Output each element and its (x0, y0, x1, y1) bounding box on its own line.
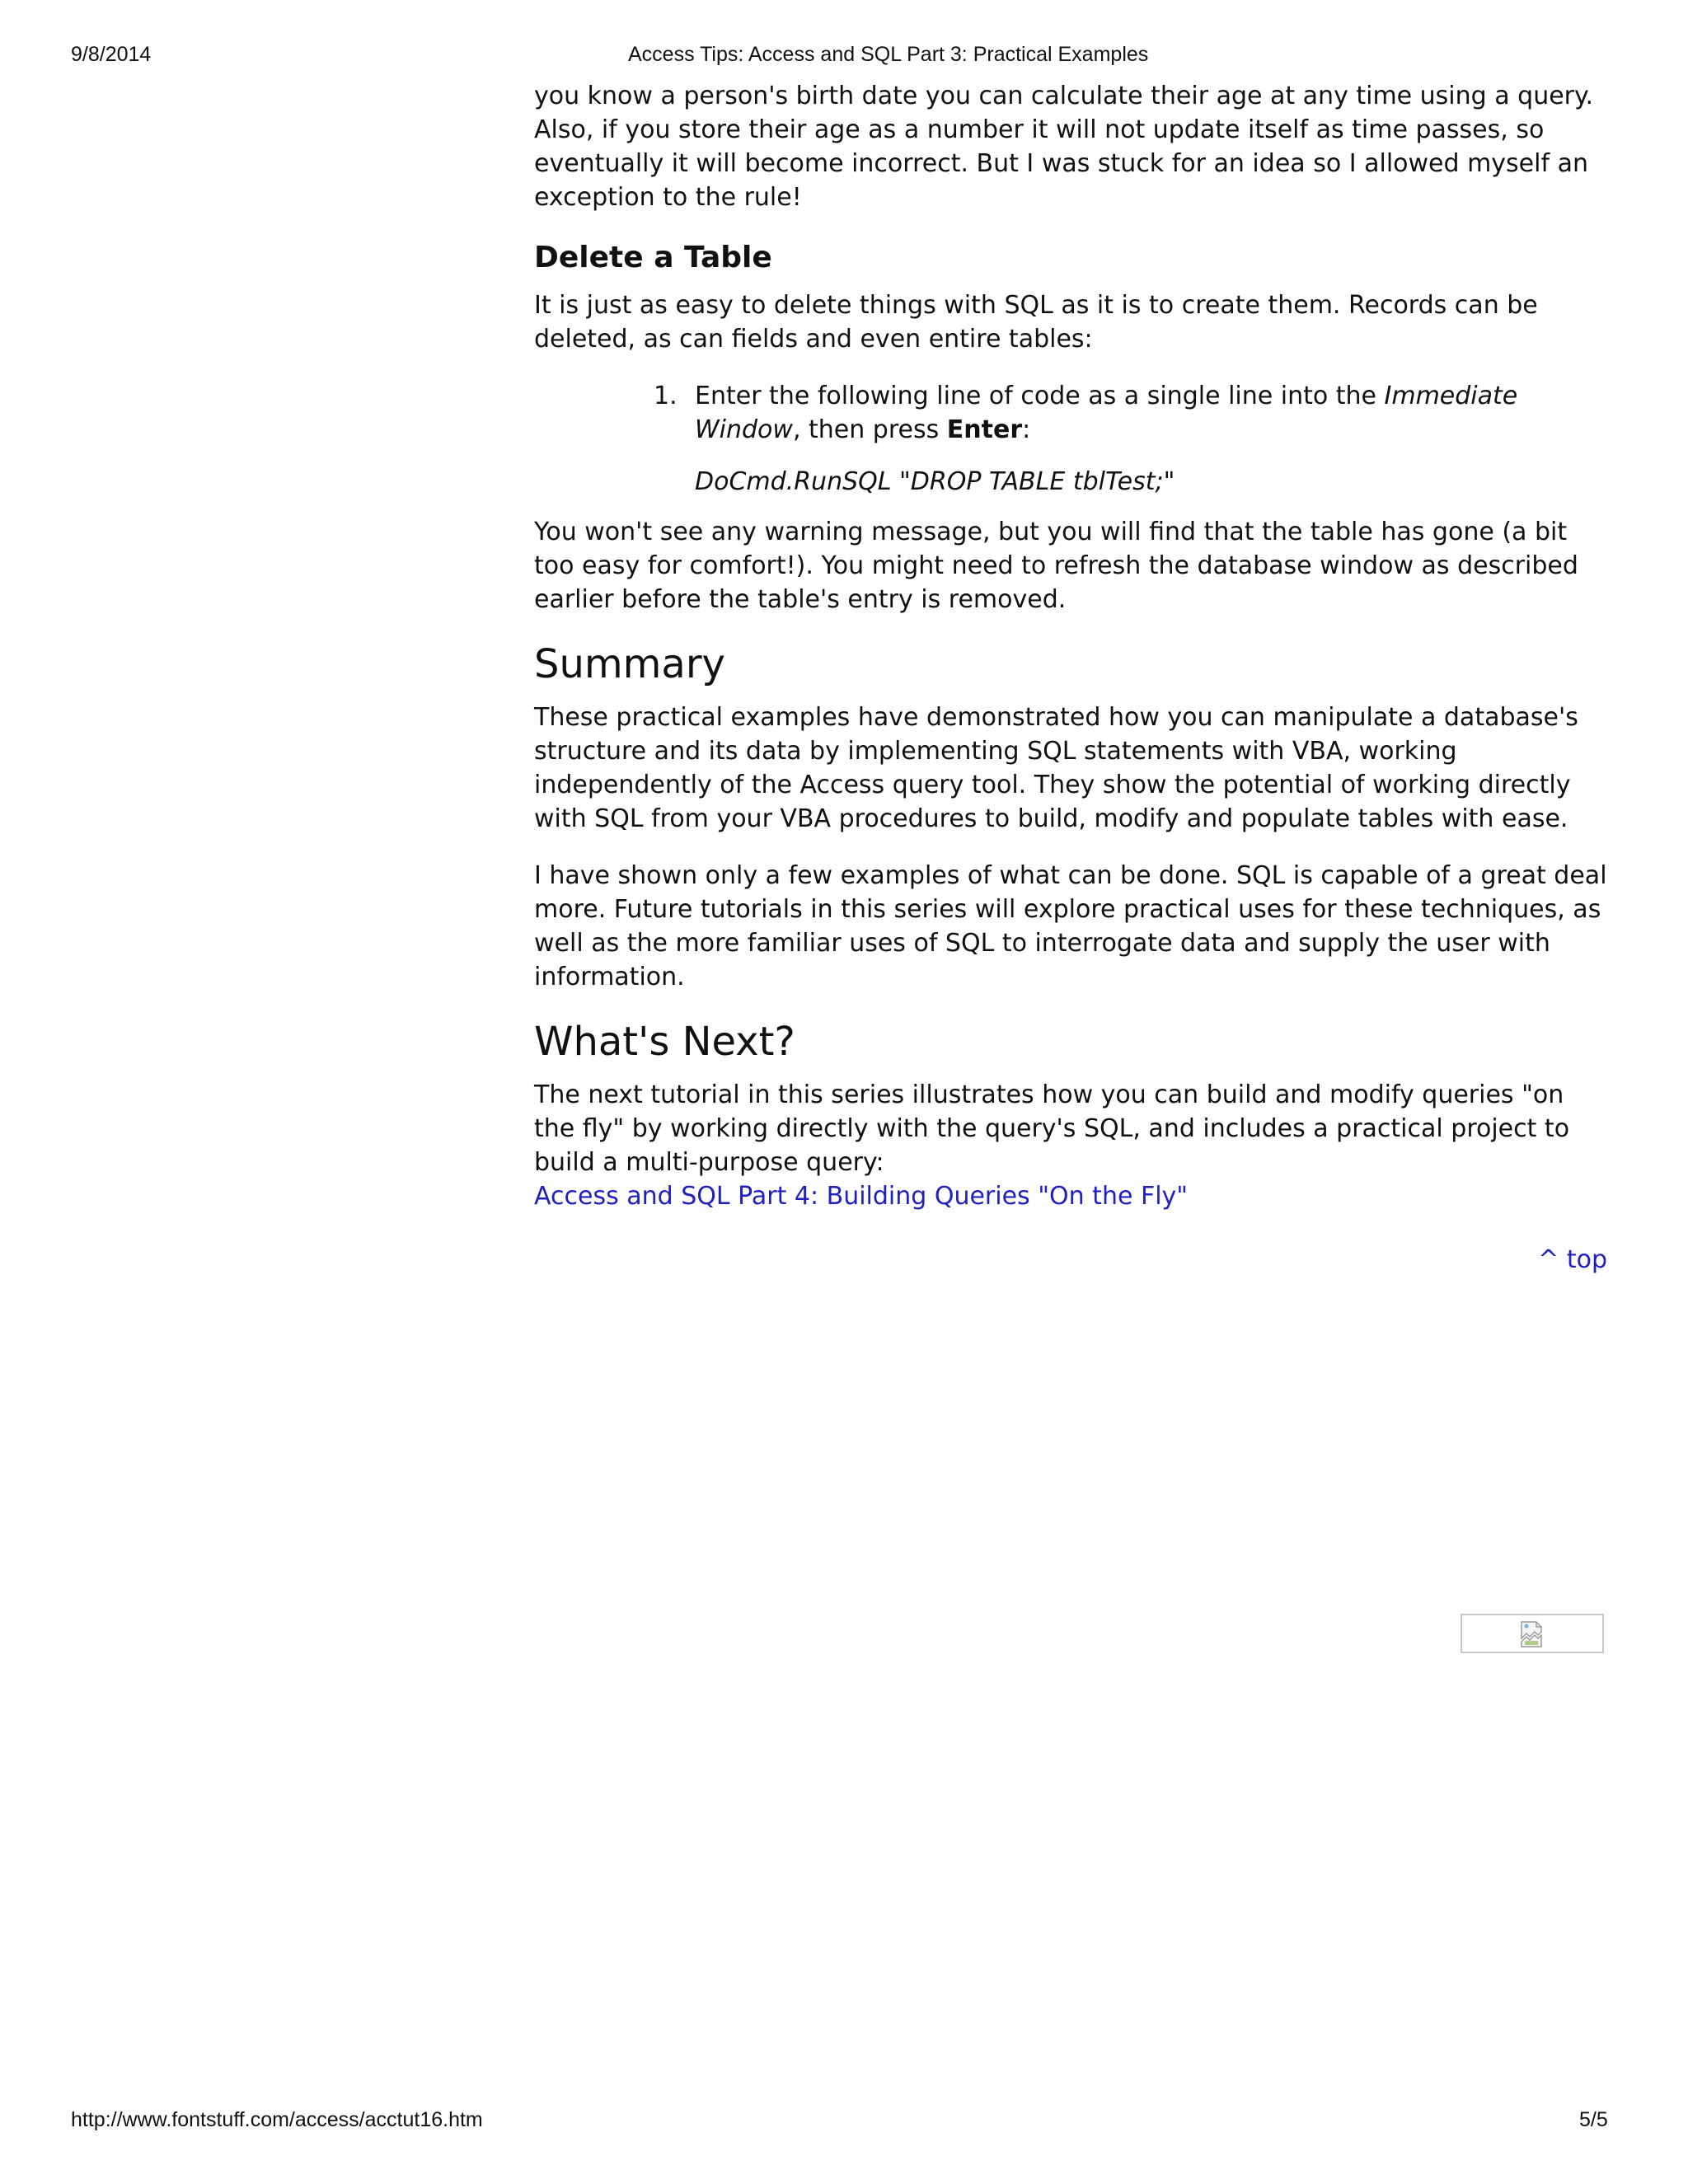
step-strong: Enter (946, 415, 1023, 444)
broken-image-icon (1520, 1620, 1545, 1648)
step-text-middle: , then press (792, 415, 947, 444)
step-text-before: Enter the following line of code as a single line into the (695, 382, 1385, 410)
summary-heading: Summary (534, 641, 725, 687)
print-page-title: Access Tips: Access and SQL Part 3: Practical Examples (628, 43, 1149, 66)
article-content (534, 79, 1607, 1277)
print-date: 9/8/2014 (71, 43, 152, 66)
code-line: DoCmd.RunSQL "DROP TABLE tblTest;" (695, 467, 1175, 496)
steps-list (534, 379, 1607, 499)
print-page-number: 5/5 (1579, 2108, 1608, 2131)
intro-paragraph: you know a person's birth date you can calculate their age at any time using a query. Also, if you store their age as a number it will not update itself as time passes, so eventually it will become incorrect. But I was stuck for an idea so I allowed myself an exception to the rule! (534, 82, 1594, 212)
summary-paragraph-1: These practical examples have demonstrated how you can manipulate a database's structure and its data by implementing SQL statements with VBA, working independently of the Access query tool. They show the potential of working directly with SQL from your VBA procedures to build, modify and populate tables with ease. (534, 703, 1578, 833)
step-emphasis: Immediate Window (695, 382, 1518, 444)
back-to-top-link[interactable]: ^ top (1538, 1245, 1607, 1274)
whats-next-paragraph: The next tutorial in this series illustrates how you can build and modify queries "on the fly" by working directly with the query's SQL, and includes a practical project to build a multi-purpose query: (534, 1080, 1570, 1177)
step-number: 1. (654, 382, 678, 410)
delete-table-heading: Delete a Table (534, 241, 772, 274)
list-item (654, 379, 1607, 499)
summary-paragraph-2: I have shown only a few examples of what can be done. SQL is capable of a great deal more. Future tutorials in this series will explore practical uses for these techniques, as well as the more familiar uses of SQL to interrogate data and supply the user with information. (534, 861, 1607, 991)
top-link-row (534, 1243, 1607, 1277)
step-text-after: : (1022, 415, 1031, 444)
warning-paragraph: You won't see any warning message, but you will find that the table has gone (a bit too easy for comfort!). You might need to refresh the database window as described earlier before the table's entry is removed. (534, 518, 1578, 614)
print-footer-url: http://www.fontstuff.com/access/acctut16.htm (71, 2108, 483, 2131)
whats-next-heading: What's Next? (534, 1019, 795, 1065)
delete-table-paragraph: It is just as easy to delete things with SQL as it is to create them. Records can be deleted, as can fields and even entire tables: (534, 291, 1538, 354)
next-tutorial-link[interactable]: Access and SQL Part 4: Building Queries "On the Fly" (534, 1182, 1189, 1211)
broken-image (1461, 1614, 1604, 1653)
